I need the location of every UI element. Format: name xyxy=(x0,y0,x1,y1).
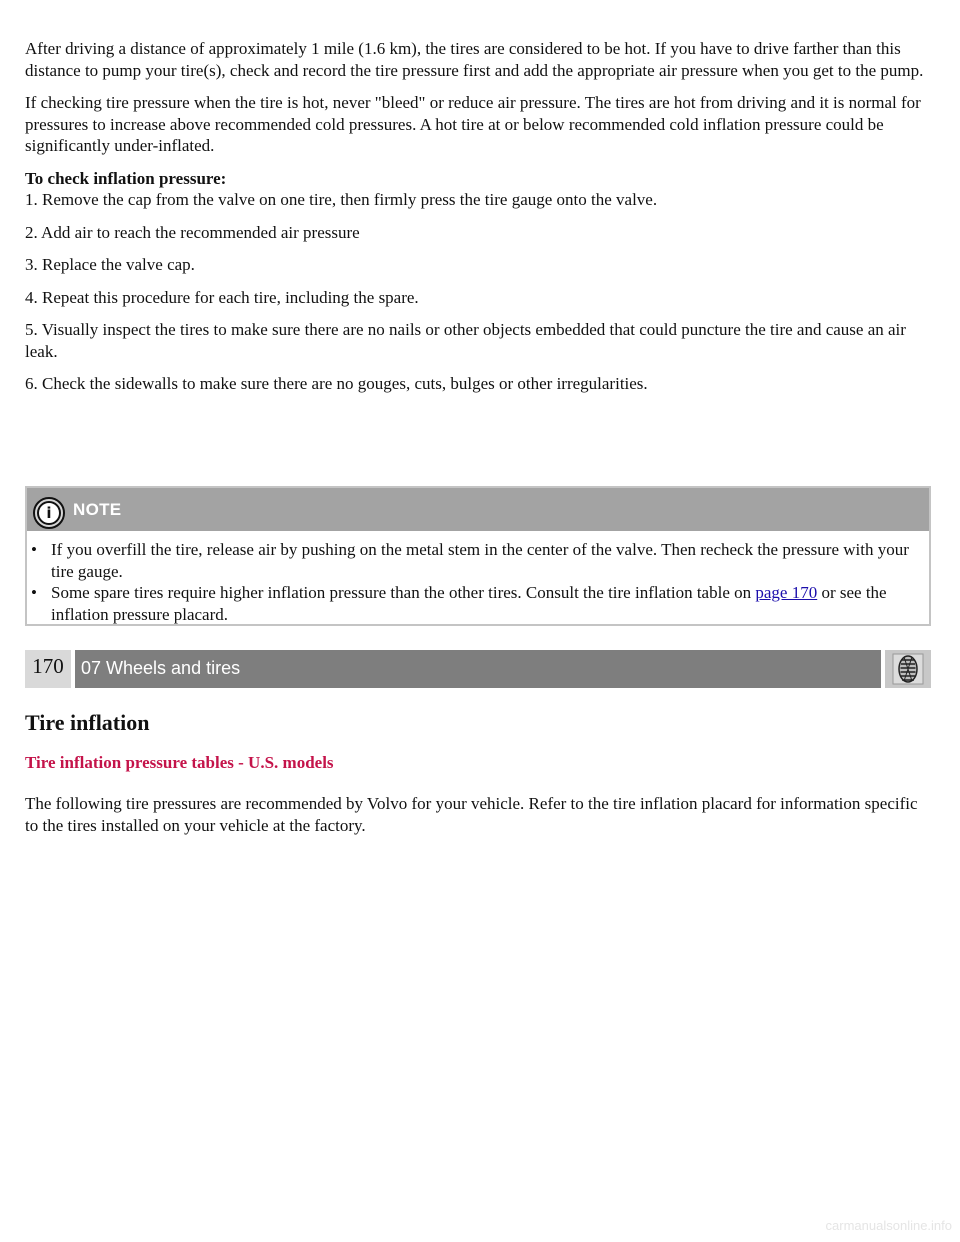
chapter-title: 07 Wheels and tires xyxy=(75,650,881,688)
note-bullet: • If you overfill the tire, release air by pushing on the metal stem in the center of the valve. Then recheck the pressure with your tire gauge. xyxy=(31,540,909,581)
check-procedure xyxy=(25,168,930,395)
step-item: 1. Remove the cap from the valve on one tire, then firmly press the tire gauge onto the valve. xyxy=(25,190,658,209)
page-body xyxy=(25,38,930,406)
step-item: 2. Add air to reach the recommended air pressure xyxy=(25,222,360,242)
note-header xyxy=(27,488,929,531)
tire-inflation-section xyxy=(25,712,930,847)
note-bullet: • Some spare tires require higher inflation pressure than the other tires. Consult the tire inflation table on page 170 or see the inflation pressure placard. xyxy=(31,583,887,624)
watermark: carmanualsonline.info xyxy=(825,1217,952,1233)
chapter-bar xyxy=(25,650,931,688)
paragraph-bleed-warning: If checking tire pressure when the tire is hot, never "bleed" or reduce air pressure. The tires are hot from driving and it is normal for pressures to increase above recommended cold pressures. A hot tire at or below recommended cold inflation pressure could be significantly under-inflated. xyxy=(25,93,921,155)
page-number: 170 xyxy=(25,650,71,688)
page-170-link[interactable]: page 170 xyxy=(755,583,818,602)
bullet-icon: • xyxy=(31,540,37,559)
section-paragraph: The following tire pressures are recommended by Volvo for your vehicle. Refer to the tire inflation placard for information specific to the tires installed on your vehicle at the factory. xyxy=(25,794,918,835)
note-box xyxy=(25,486,931,626)
step-item: 3. Replace the valve cap. xyxy=(25,255,195,274)
note-title: NOTE xyxy=(73,500,122,519)
paragraph-hot-tires: After driving a distance of approximately 1 mile (1.6 km), the tires are considered to be hot. If you have to drive farther than this distance to pump your tire(s), check and record the tire pressure first and add the appropriate air pressure when you get to the pump. xyxy=(25,39,924,80)
tire-icon xyxy=(885,650,931,688)
step-item: 4. Repeat this procedure for each tire, including the spare. xyxy=(25,287,419,307)
note-body xyxy=(27,531,929,625)
bullet-icon: • xyxy=(31,583,37,602)
section-title: Tire inflation xyxy=(25,710,150,735)
step-item: 6. Check the sidewalls to make sure there are no gouges, cuts, bulges or other irregularities. xyxy=(25,374,648,393)
step-item: 5. Visually inspect the tires to make sure there are no nails or other objects embedded that could puncture the tire and cause an air leak. xyxy=(25,320,906,361)
info-icon: i xyxy=(33,497,65,529)
check-heading: To check inflation pressure: xyxy=(25,168,227,188)
section-subtitle: Tire inflation pressure tables - U.S. models xyxy=(25,752,334,772)
